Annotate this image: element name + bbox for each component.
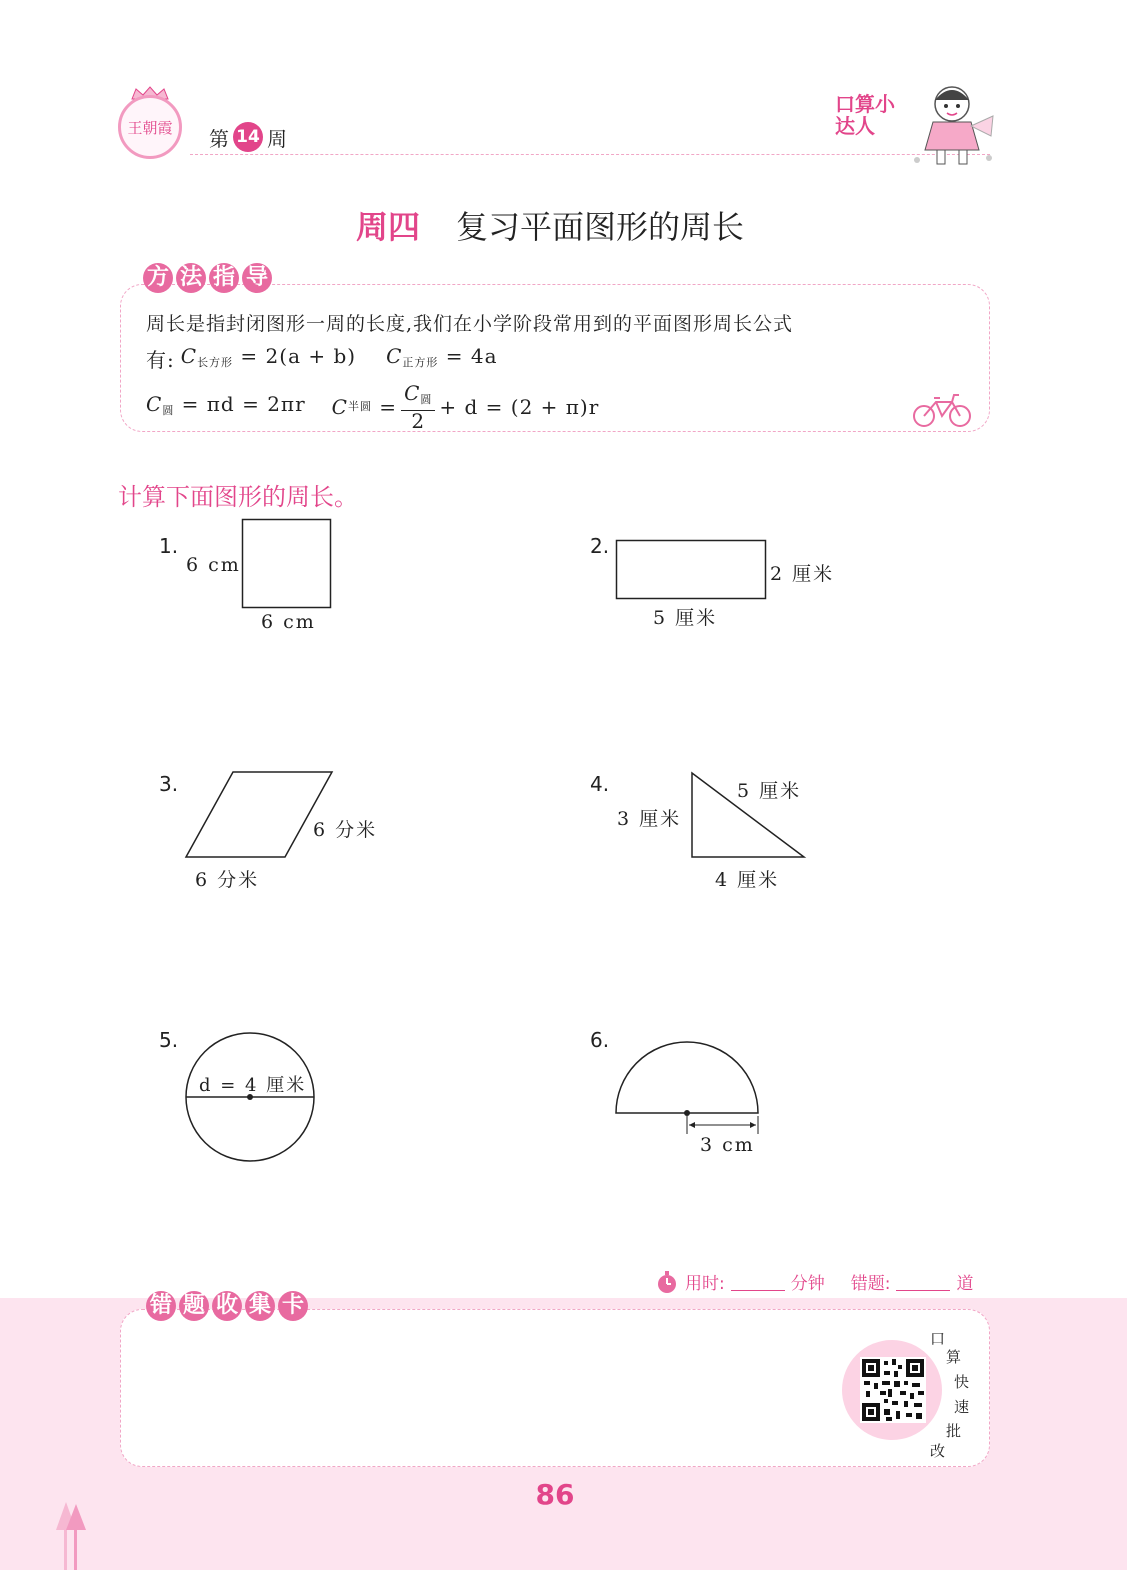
formula-line-2: [146, 383, 976, 431]
tag-char: 收: [212, 1291, 242, 1321]
square-figure: [241, 518, 333, 610]
formula-fraction: $\frac{C_圆}{2}$: [401, 383, 435, 431]
triangle-height-label: 3 厘米: [617, 808, 682, 830]
circle-diameter-label: d = 4 厘米: [199, 1075, 307, 1096]
semicircle-figure: [614, 1040, 764, 1136]
corner-arrows-decoration: [52, 1500, 92, 1570]
tag-char: 集: [245, 1291, 275, 1321]
tag-char: 方: [143, 263, 173, 293]
stopwatch-icon: [655, 1270, 679, 1294]
formula-rect: $C_{长方形} = 2(a + b)$: [180, 344, 357, 369]
errors-label: 错题:: [850, 1274, 891, 1294]
rhombus-bottom-label: 6 分米: [195, 869, 260, 891]
tag-char: 卡: [278, 1291, 308, 1321]
tag-char: 题: [179, 1291, 209, 1321]
mistake-collection-tag: [146, 1291, 308, 1321]
week-label: [209, 122, 287, 152]
page-number: 86: [535, 1478, 575, 1511]
qr-caption-char: 改: [930, 1442, 946, 1460]
time-unit: 分钟: [790, 1274, 825, 1294]
qr-caption-char: 口: [930, 1330, 946, 1348]
square-bottom-label: 6 cm: [261, 611, 316, 633]
problem-6-number: 6.: [590, 1028, 610, 1052]
formula-square: $C_{正方形} = 4a$: [386, 344, 498, 369]
tag-char: 错: [146, 1291, 176, 1321]
formula-prefix: 有:: [146, 347, 175, 372]
qr-caption-char: 速: [954, 1398, 970, 1416]
tag-char: 导: [242, 263, 272, 293]
errors-blank[interactable]: [896, 1272, 950, 1291]
method-intro: 周长是指封闭图形一周的长度,我们在小学阶段常用到的平面图形周长公式: [146, 313, 794, 335]
exercise-heading: 计算下面图形的周长。: [118, 483, 358, 511]
problem-2-number: 2.: [590, 534, 610, 558]
problem-5-number: 5.: [159, 1028, 179, 1052]
title-day: 周四: [355, 208, 420, 246]
problem-1-number: 1.: [159, 534, 179, 558]
brand-logo-text: 口算小达人: [835, 92, 895, 138]
week-number-badge: 14: [233, 122, 263, 152]
formula-line-1: [146, 340, 976, 379]
rectangle-figure: [615, 539, 768, 601]
triangle-hypotenuse-label: 5 厘米: [737, 780, 802, 802]
mascot-girl-icon: [905, 80, 1000, 170]
tag-char: 指: [209, 263, 239, 293]
square-side-label: 6 cm: [186, 554, 241, 576]
rhombus-side-label: 6 分米: [313, 819, 378, 841]
bicycle-icon: [912, 390, 972, 428]
problem-4-number: 4.: [590, 772, 610, 796]
tag-char: 法: [176, 263, 206, 293]
qr-code-icon[interactable]: [860, 1357, 926, 1423]
circle-figure: [184, 1031, 318, 1165]
header-divider: [190, 154, 990, 155]
week-suffix: 周: [267, 126, 287, 151]
semicircle-radius-label: 3 cm: [700, 1134, 755, 1156]
triangle-base-label: 4 厘米: [715, 869, 780, 891]
problem-3-number: 3.: [159, 772, 179, 796]
page-title: [0, 202, 1100, 248]
week-prefix: 第: [209, 126, 229, 151]
time-blank[interactable]: [731, 1272, 785, 1291]
method-guide-text: [146, 308, 976, 431]
logo-text: 王朝霞: [127, 118, 173, 137]
qr-caption-char: 算: [946, 1348, 962, 1366]
rectangle-length-label: 5 厘米: [653, 607, 718, 629]
formula-semicircle: C 半圆 = $\frac{C_圆}{2}$ + d = (2 + π)r: [331, 381, 600, 433]
errors-unit: 道: [956, 1274, 974, 1294]
qr-caption-char: 批: [946, 1422, 962, 1440]
title-text: 复习平面图形的周长: [456, 208, 745, 246]
formula-circle: $C_圆 = \pi d = 2\pi r$: [146, 391, 306, 417]
qr-caption-char: 快: [954, 1373, 970, 1391]
rectangle-width-label: 2 厘米: [770, 563, 835, 585]
time-and-errors-row: [655, 1269, 973, 1294]
method-guide-tag: [143, 263, 272, 293]
time-label: 用时:: [685, 1274, 725, 1294]
publisher-logo: [118, 95, 182, 159]
